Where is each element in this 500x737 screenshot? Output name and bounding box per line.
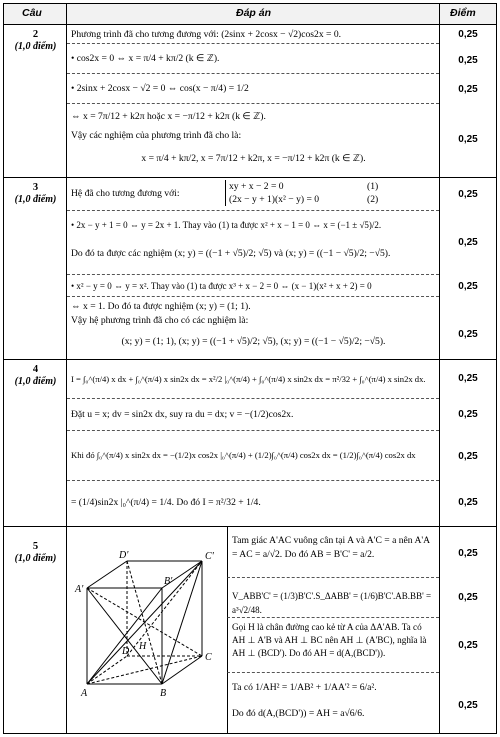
answer-row: • 2sinx + 2cosx − √2 = 0 ⇔ cos(x − π/4) = 1/2 [67,74,439,104]
prism-figure [67,526,227,733]
system-of-equations: xy + x − 2 = 0 (2x − y + 1)(x² − y) = 0 [225,180,436,206]
score-value: 0,25 [458,700,478,711]
question-number: 5 (1,0 điểm) [14,541,57,564]
vertex-label-a: A [81,688,88,699]
answer-row: Khi đó ∫₀^(π/4) x sin2x dx = −(1/2)x cos2x |₀^(π/4) + (1/2)∫₀^(π/4) cos2x dx = (1/2)∫₀^(π/4) cos2x dx [67,431,439,481]
vertex-label-b-prime: B' [164,576,173,587]
score-value: 0,25 [458,497,478,508]
section-question-2 [4,24,496,178]
question-number: 3 (1,0 điểm) [14,182,57,205]
score-value: 0,25 [458,548,478,559]
vertex-label-c: C [205,652,212,663]
answer-row: ⇔ x = 1. Do đó ta được nghiệm (x; y) = (1; 1). Vậy hệ phương trình đã cho có các nghiệm là: (x; y) = (1; 1), (x; y) = ((−1 + √5)/2; √5), (x; y) = ((−1 − √5)/2; −√5). [71,301,386,347]
table-header [4,4,496,25]
score-value: 0,25 [458,409,478,420]
score-value: 0,25 [458,451,478,462]
vertex-label-a-prime: A' [75,584,84,595]
answer-key-table [3,3,497,734]
vertex-label-d-prime: D' [119,550,129,561]
answer-row: = (1/4)sin2x |₀^(π/4) = 1/4. Do đó I = π²/32 + 1/4. [71,497,261,508]
answer-row: V_ABB'C' = (1/3)B'C'.S_ΔABB' = (1/6)B'C'.AB.BB' = a³√2/48. [227,578,439,618]
score-value: 0,25 [458,373,478,384]
answer-row: Hệ đã cho tương đương với: xy + x − 2 = 0 (2x − y + 1)(x² − y) = 0 (1) (2) [67,177,439,211]
score-value: 0,25 [458,329,478,340]
point-label-h: H [139,641,147,652]
vertex-label-c-prime: C' [205,551,214,562]
question-number: 4 (1,0 điểm) [14,364,57,387]
score-value: 0,25 [458,134,478,145]
vertex-label-d: D [122,646,130,657]
equation-labels: (1) (2) [367,181,379,205]
answer-row: Phương trình đã cho tương đương với: (2sinx + 2cosx − √2)cos2x = 0. [67,24,439,44]
score-value: 0,25 [458,29,478,40]
score-value: 0,25 [458,189,478,200]
section-question-5 [4,526,496,733]
answer-row: Gọi H là chân đường cao kẻ từ A của ΔA'AB. Ta có AH ⊥ A'B và AH ⊥ BC nên AH ⊥ (A'BC), nghĩa là AH ⊥ (BCD'). Do đó AH = d(A,(BCD')). [227,618,439,673]
answer-row: • x² − y = 0 ⇔ y = x². Thay vào (1) ta được x³ + x − 2 = 0 ⇔ (x − 1)(x² + x + 2) = 0 [67,275,439,297]
score-value: 0,25 [458,55,478,66]
answer-row: Ta có 1/AH² = 1/AB² + 1/AA'² = 6/a². Do đó d(A,(BCD')) = AH = a√6/6. [227,673,439,733]
answer-row: • 2x − y + 1 = 0 ⇔ y = 2x + 1. Thay vào (1) ta được x² + x − 1 = 0 ⇔ x = (−1 ± √5)/2. Do đó ta được các nghiệm (x; y) = ((−1 + √5)/2; √5) và (x; y) = ((−1 − √5)/2; −√5). [67,211,439,275]
question-number: 2 (1,0 điểm) [14,29,57,52]
answer-row: ⇔ x = 7π/12 + k2π hoặc x = −π/12 + k2π (k ∈ ℤ). Vậy các nghiệm của phương trình đã cho là: x = π/4 + kπ/2, x = 7π/12 + k2π, x = −π/12 + k2π (k ∈ ℤ). [71,111,366,164]
section-question-4 [4,359,496,527]
answer-row: Tam giác A'AC vuông cân tại A và A'C = a nên A'A = AC = a/√2. Do đó AB = B'C' = a/2. [227,526,439,578]
vertex-label-b: B [160,688,167,699]
header-answer: Đáp án [236,7,272,19]
score-value: 0,25 [458,592,478,603]
score-value: 0,25 [458,84,478,95]
score-value: 0,25 [458,281,478,292]
score-value: 0,25 [458,640,478,651]
answer-row: I = ∫₀^(π/4) x dx + ∫₀^(π/4) x sin2x dx = x²/2 |₀^(π/4) + ∫₀^(π/4) x sin2x dx = π²/32 + ∫₀^(π/4) x sin2x dx. [67,359,439,399]
header-score: Điểm [450,7,476,19]
section-question-3 [4,177,496,360]
header-question: Câu [22,7,42,19]
score-value: 0,25 [458,237,478,248]
answer-row: • cos2x = 0 ⇔ x = π/4 + kπ/2 (k ∈ ℤ). [67,44,439,74]
answer-row: Đặt u = x; dv = sin2x dx, suy ra du = dx; v = −(1/2)cos2x. [67,399,439,431]
